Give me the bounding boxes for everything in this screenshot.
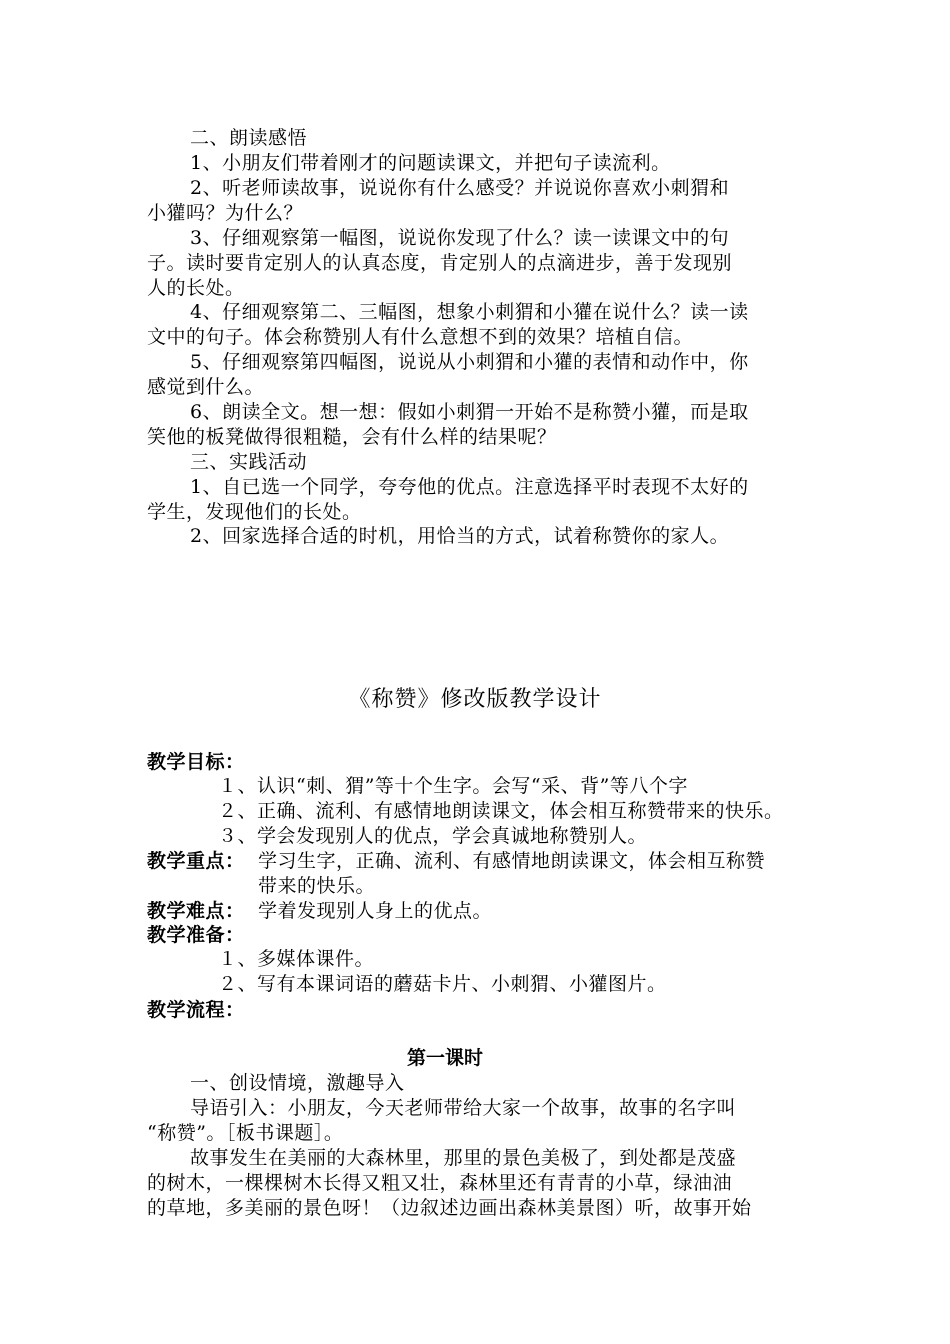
section-heading: 一、创设情境，激趣导入 (190, 1072, 405, 1094)
paragraph-line: 导语引入：小朋友，今天老师带给大家一个故事，故事的名字叫 (190, 1097, 737, 1119)
paragraph-line: 感觉到什么。 (147, 376, 265, 398)
key-points-label: 教学重点： (147, 850, 245, 872)
paragraph-line: 2、回家选择合适的时机，用恰当的方式，试着称赞你的家人。 (190, 525, 730, 547)
preparation-label: 教学准备： (147, 924, 245, 946)
paragraph-line: 人的长处。 (147, 277, 245, 299)
objective-item: ３、学会发现别人的优点，学会真诚地称赞别人。 (218, 825, 648, 847)
key-points-text: 带来的快乐。 (258, 875, 376, 897)
section-heading: 三、实践活动 (190, 451, 308, 473)
process-label: 教学流程： (147, 999, 245, 1021)
paragraph-line: 4、仔细观察第二、三幅图，想象小刺猬和小獾在说什么？读一读 (190, 301, 749, 323)
preparation-item: １、多媒体课件。 (218, 948, 375, 970)
paragraph-line: 的草地，多美丽的景色呀！（边叙述边画出森林美景图）听，故事开始 (147, 1197, 752, 1219)
paragraph-line: 笑他的板凳做得很粗糙，会有什么样的结果呢？ (147, 426, 557, 448)
difficulty-label: 教学难点： (147, 900, 245, 922)
paragraph-line: 3、仔细观察第一幅图，说说你发现了什么？读一读课文中的句 (190, 227, 730, 249)
paragraph-line: 子。读时要肯定别人的认真态度，肯定别人的点滴进步，善于发现别 (147, 252, 733, 274)
paragraph-line: 1、小朋友们带着刚才的问题读课文，并把句子读流利。 (190, 152, 671, 174)
key-points-text: 学习生字，正确、流利、有感情地朗读课文，体会相互称赞 (258, 850, 766, 872)
difficulty-text: 学着发现别人身上的优点。 (258, 900, 493, 922)
paragraph-line: 小獾吗？为什么？ (147, 202, 304, 224)
preparation-item: ２、写有本课词语的蘑菇卡片、小刺猬、小獾图片。 (218, 973, 667, 995)
paragraph-line: 故事发生在美丽的大森林里，那里的景色美极了，到处都是茂盛 (190, 1147, 737, 1169)
paragraph-line: 5、仔细观察第四幅图，说说从小刺猬和小獾的表情和动作中，你 (190, 351, 749, 373)
lesson-title: 第一课时 (406, 1047, 483, 1069)
objective-item: １、认识“刺、猬”等十个生字。会写“采、背”等八个字 (218, 775, 688, 797)
document-title: 《称赞》修改版教学设计 (348, 687, 602, 712)
paragraph-line: 1、自已选一个同学，夸夸他的优点。注意选择平时表现不太好的 (190, 476, 749, 498)
paragraph-line: 学生，发现他们的长处。 (147, 501, 362, 523)
paragraph-line: 文中的句子。体会称赞别人有什么意想不到的效果？培植自信。 (147, 326, 694, 348)
paragraph-line: 2、听老师读故事，说说你有什么感受？并说说你喜欢小刺猬和 (190, 177, 730, 199)
section-heading: 二、朗读感悟 (190, 127, 308, 149)
objectives-label: 教学目标： (147, 751, 245, 773)
paragraph-line: 6、朗读全文。想一想：假如小刺猬一开始不是称赞小獾，而是取 (190, 401, 749, 423)
objective-item: ２、正确、流利、有感情地朗读课文，体会相互称赞带来的快乐。 (218, 800, 784, 822)
paragraph-line: “称赞”。［板书课题］。 (147, 1122, 344, 1144)
paragraph-line: 的树木，一棵棵树木长得又粗又壮，森林里还有青青的小草，绿油油 (147, 1172, 733, 1194)
